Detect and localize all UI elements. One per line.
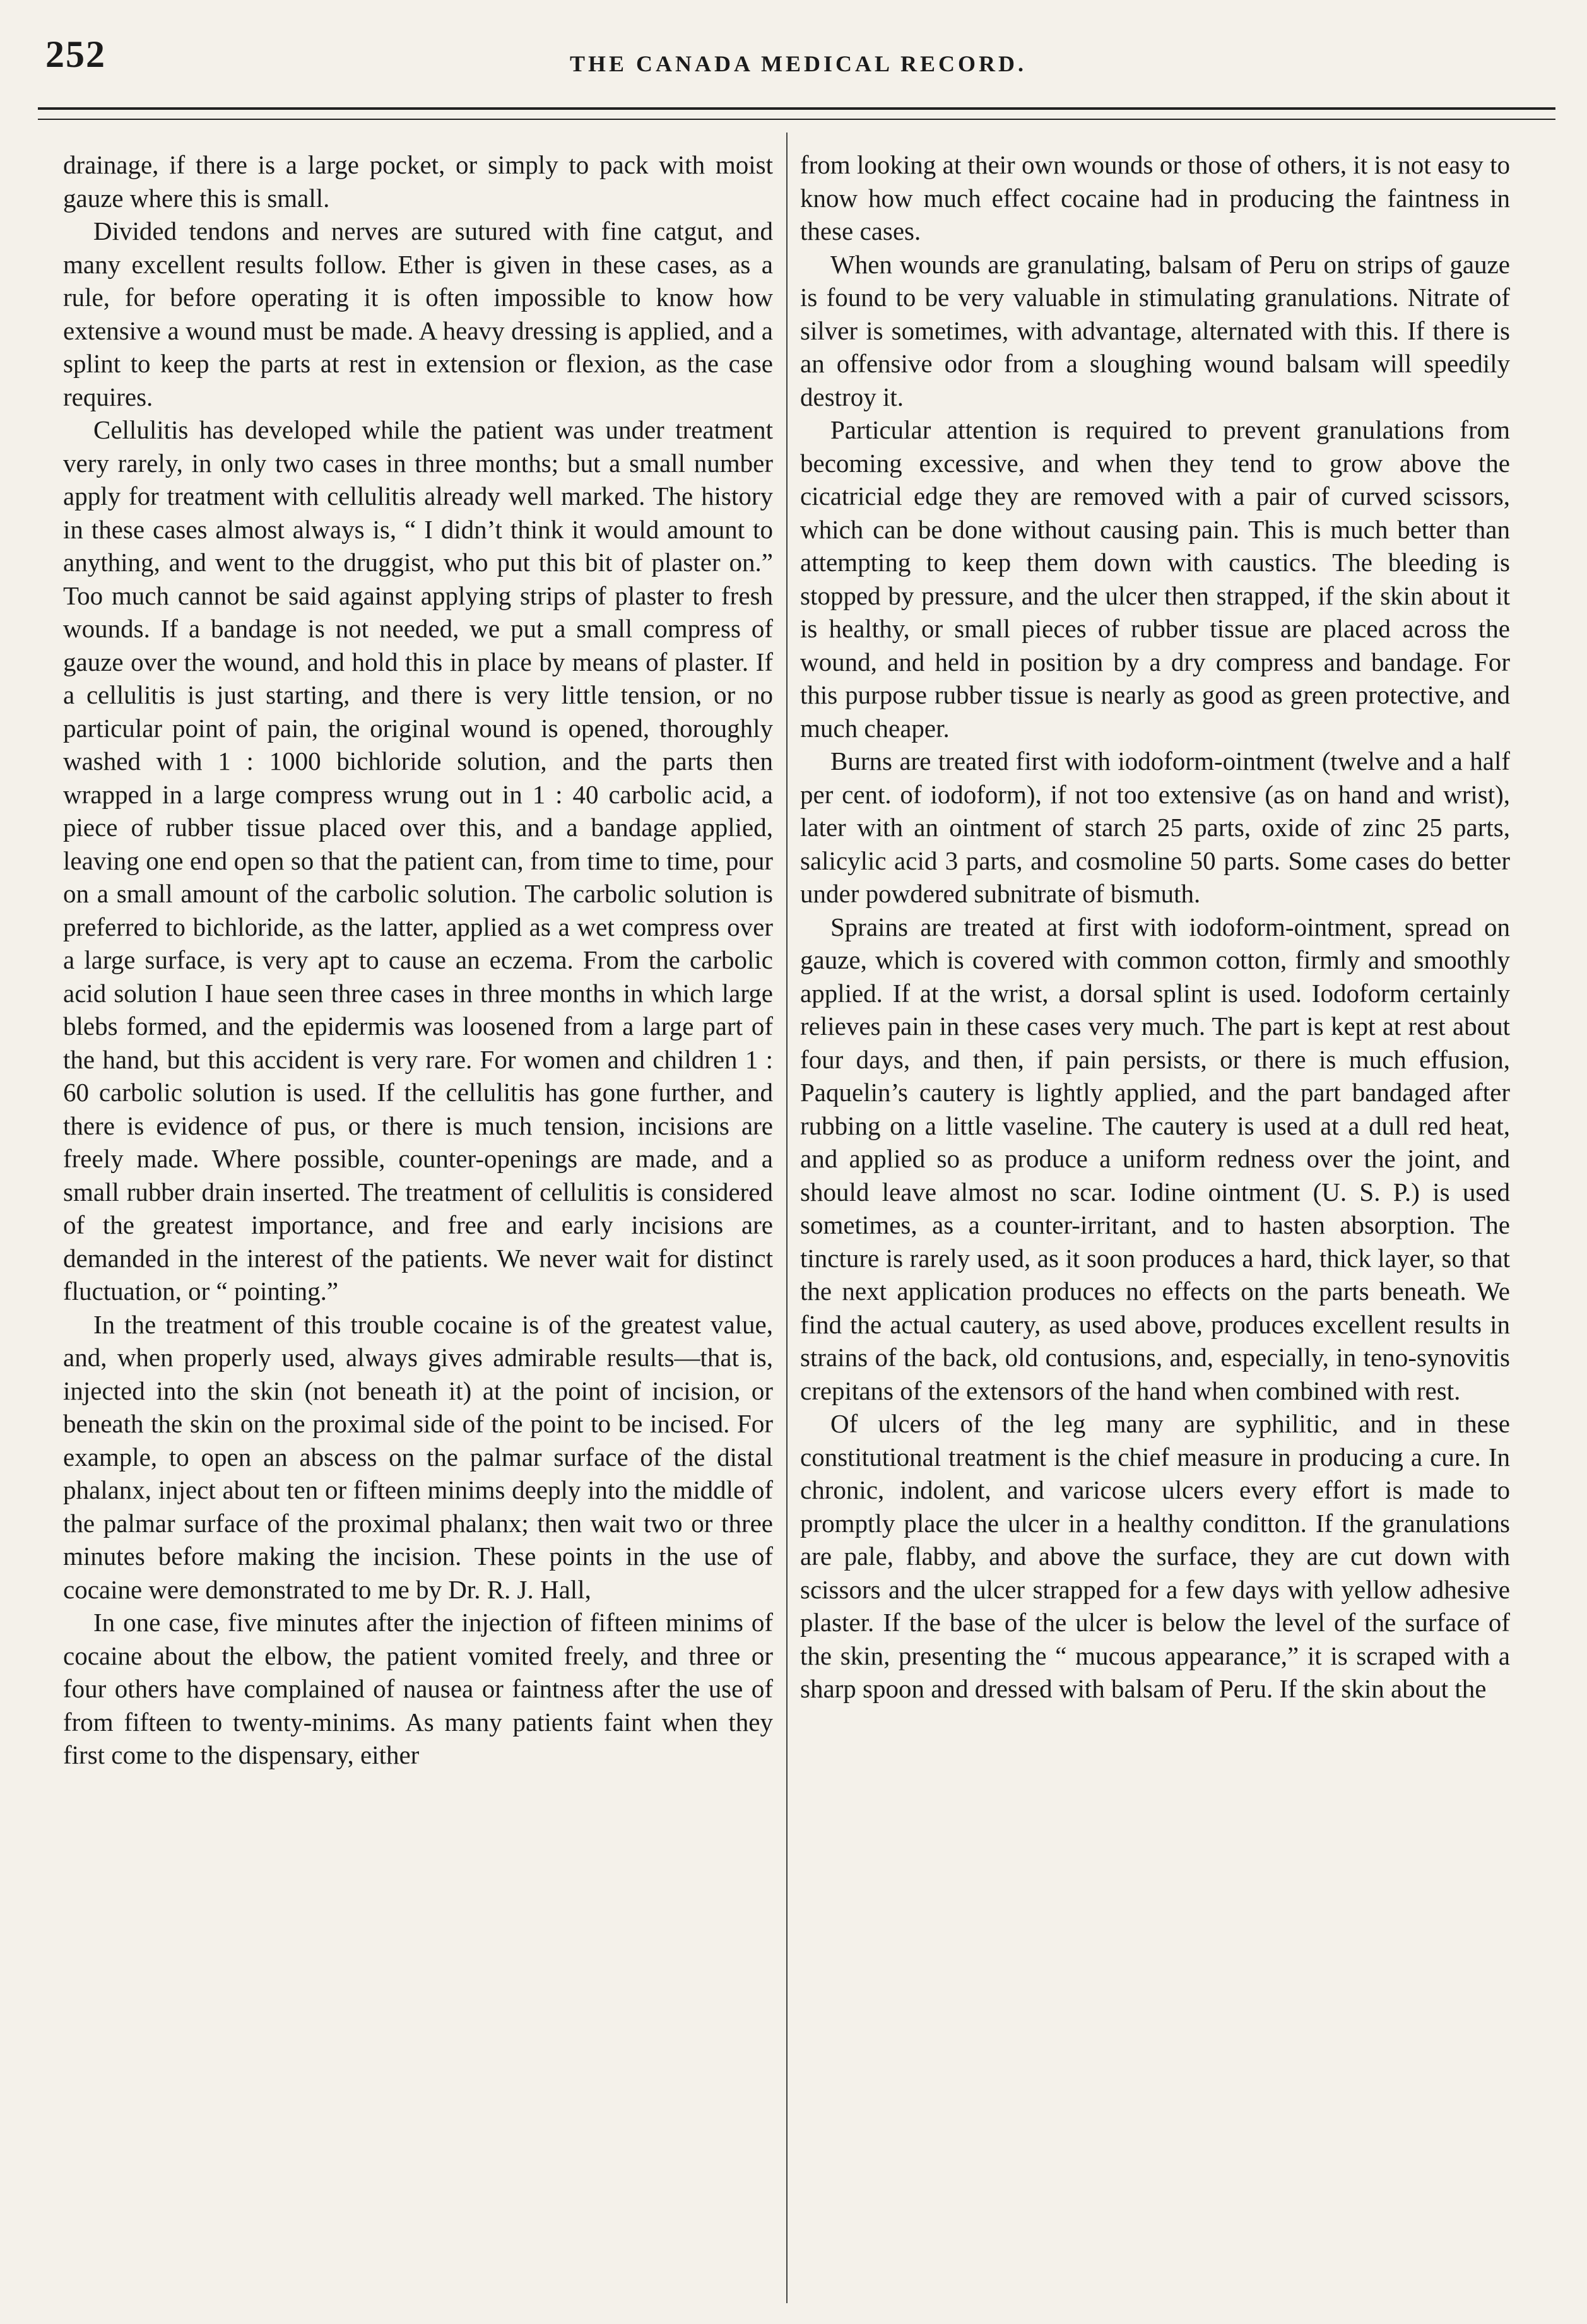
left-column — [63, 148, 773, 2306]
page-header — [38, 33, 1559, 90]
paragraph: Sprains are treated at first with iodoform-ointment, spread on gauze, which is covered with common cotton, firmly and smoothly applied. If at the wrist, a dorsal splint is used. Iodoform certainly relieves pain in these cases very much. The part is kept at rest about four days, and then, if pain persists, or there is much effusion, Paquelin’s cautery is lightly applied, and the part bandaged after rubbing on a little vaseline. The cautery is used at a dull red heat, and applied so as produce a uniform redness over the joint, and should leave almost no scar. Iodine ointment (U. S. P.) is used sometimes, as a counter-irritant, and to hasten absorption. The tincture is rarely used, as it soon produces a hard, thick layer, so that the next application produces no effects on the parts beneath. We find the actual cautery, as used above, produces excellent results in strains of the back, old contusions, and, especially, in teno-synovitis crepitans of the extensors of the hand when combined with rest. — [800, 912, 1510, 1405]
right-column — [800, 148, 1510, 2306]
header-rule-secondary — [38, 119, 1555, 120]
page-number: 252 — [45, 33, 106, 75]
column-divider — [786, 133, 788, 2303]
paragraph: Cellulitis has developed while the patient was under treatment very rarely, in only two cases in three months; but a small number apply for treatment with cellulitis already well marked. The history in these cases almost always is, “ I didn’t think it would amount to anything, and went to the druggist, who put this bit of plaster on.” Too much cannot be said against applying strips of plaster to fresh wounds. If a bandage is not needed, we put a small compress of gauze over the wound, and hold this in place by means of plaster. If a cellulitis is just starting, and there is very little tension, or no particular point of pain, the original wound is opened, thoroughly washed with 1 : 1000 bichloride solution, and the parts then wrapped in a large compress wrung out in 1 : 40 carbolic acid, a piece of rubber tissue placed over this, and a bandage applied, leaving one end open so that the patient can, from time to time, pour on a small amount of the carbolic solution. The carbolic solution is preferred to bichloride, as the latter, applied as a wet compress over a large surface, is very apt to cause an eczema. From the carbolic acid solution I haue seen three cases in three months in which large blebs formed, and the epidermis was loosened from a large part of the hand, but this accident is very rare. For women and children 1 : 60 carbolic solution is used. If the cellulitis has gone further, and there is evidence of pus, or there is much tension, incisions are freely made. Where possible, counter-openings are made, and a small rubber drain inserted. The treatment of cellulitis is considered of the greatest importance, and free and early incisions are demanded in the interest of the patients. We never wait for distinct fluctuation, or “ pointing.” — [63, 415, 773, 1306]
journal-title: THE CANADA MEDICAL RECORD. — [569, 51, 1027, 76]
paragraph: drainage, if there is a large pocket, or simply to pack with moist gauze where this is small. — [63, 150, 773, 213]
paragraph: In the treatment of this trouble cocaine is of the greatest value, and, when properly used, always gives admirable results—that is, injected into the skin (not beneath it) at the point of incision, or beneath the skin on the proximal side of the point to be incised. For example, to open an abscess on the palmar surface of the distal phalanx, inject about ten or fifteen minims deeply into the middle of the palmar surface of the proximal phalanx; then wait two or three minutes before making the incision. These points in the use of cocaine were demonstrated to me by Dr. R. J. Hall, — [63, 1309, 773, 1604]
paragraph: Divided tendons and nerves are sutured with fine catgut, and many excellent results follow. Ether is given in these cases, as a rule, for before operating it is often impossible to know how extensive a wound must be made. A heavy dressing is applied, and a splint to keep the parts at rest in extension or flexion, as the case requires. — [63, 216, 773, 411]
paragraph: Burns are treated first with iodoform-ointment (twelve and a half per cent. of iodoform), if not too extensive (as on hand and wrist), later with an ointment of starch 25 parts, oxide of zinc 25 parts, salicylic acid 3 parts, and cosmoline 50 parts. Some cases do better under powdered subnitrate of bismuth. — [800, 746, 1510, 908]
paragraph: from looking at their own wounds or those of others, it is not easy to know how much effect cocaine had in producing the faintness in these cases. — [800, 150, 1510, 245]
paragraph: When wounds are granulating, balsam of Peru on strips of gauze is found to be very valuable in stimulating granulations. Nitrate of silver is sometimes, with advantage, alternated with this. If there is an offensive odor from a sloughing wound balsam will speedily destroy it. — [800, 249, 1510, 411]
paragraph: In one case, five minutes after the injection of fifteen minims of cocaine about the elbow, the patient vomited freely, and three or four others have complained of nausea or faintness after the use of from fifteen to twenty-minims. As many patients faint when they first come to the dispensary, either — [63, 1608, 773, 1769]
paragraph: Particular attention is required to prevent granulations from becoming excessive, and when they tend to grow above the cicatricial edge they are removed with a pair of curved scissors, which can be done without causing pain. This is much better than attempting to keep them down with caustics. The bleeding is stopped by pressure, and the ulcer then strapped, if the skin about it is healthy, or small pieces of rubber tissue are placed across the wound, and held in position by a dry compress and bandage. For this purpose rubber tissue is nearly as good as green protective, and much cheaper. — [800, 415, 1510, 743]
header-rule — [38, 107, 1555, 110]
paragraph: Of ulcers of the leg many are syphilitic, and in these constitutional treatment is the chief measure in producing a cure. In chronic, indolent, and varicose ulcers every effort is made to promptly place the ulcer in a healthy conditton. If the granulations are pale, flabby, and above the surface, they are cut down with scissors and the ulcer strapped for a few days with yellow adhesive plaster. If the base of the ulcer is below the level of the surface of the skin, presenting the “ mucous appearance,” it is scraped with a sharp spoon and dressed with balsam of Peru. If the skin about the — [800, 1409, 1510, 1703]
